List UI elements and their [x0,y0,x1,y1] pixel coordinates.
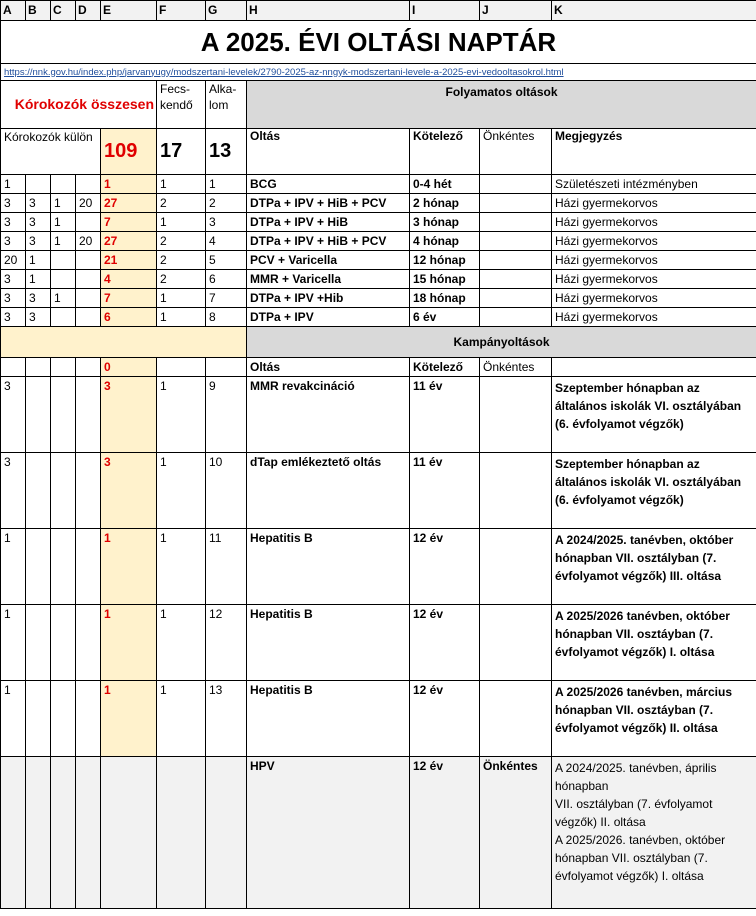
folyamatos-section-title[interactable]: Folyamatos oltások [247,81,756,129]
cell-onkentes[interactable] [480,251,552,270]
cell-megjegyzes[interactable]: A 2025/2026 tanévben, október hónapban VII. osztáyban (7. évfolyamot végzők) I. oltása [552,605,756,681]
total-alkalom[interactable]: 13 [206,129,247,175]
cell-onkentes[interactable] [480,453,552,529]
cell-e[interactable]: 3 [101,453,157,529]
cell-b[interactable] [26,681,51,757]
cell-d[interactable]: 20 [76,194,101,213]
kotelezo-header[interactable]: Kötelező [410,129,480,175]
cell-oltas[interactable]: DTPa + IPV [247,308,410,327]
cell[interactable] [157,757,206,909]
cell-g[interactable]: 7 [206,289,247,308]
cell-c[interactable] [51,377,76,453]
kampany-onkentes-header[interactable]: Önkéntes [480,358,552,377]
cell[interactable] [206,358,247,377]
column-header[interactable]: I [410,1,480,21]
cell-e[interactable]: 1 [101,681,157,757]
cell-kotelezo[interactable]: 4 hónap [410,232,480,251]
cell-onkentes[interactable] [480,289,552,308]
alkalom-header[interactable]: Alka-lom [206,81,247,129]
column-header[interactable]: K [552,1,756,21]
cell-g[interactable]: 12 [206,605,247,681]
cell[interactable] [1,757,26,909]
cell-d[interactable] [76,175,101,194]
cell-onkentes[interactable] [480,175,552,194]
cell[interactable] [76,358,101,377]
source-link-cell [1,64,756,81]
column-headers [1,1,756,21]
cell-g[interactable]: 11 [206,529,247,605]
column-header[interactable]: H [247,1,410,21]
cell-oltas[interactable]: Hepatitis B [247,605,410,681]
cell-oltas[interactable]: Hepatitis B [247,529,410,605]
cell-oltas[interactable]: MMR + Varicella [247,270,410,289]
cell-e[interactable]: 1 [101,175,157,194]
cell-a[interactable]: 1 [1,529,26,605]
cell-oltas[interactable]: MMR revakcináció [247,377,410,453]
yellow-band[interactable] [1,327,247,358]
hpv-note-2: VII. osztályban (7. évfolyamot végzők) II. oltása [555,797,713,829]
kampany-row [1,453,756,529]
cell-b[interactable] [26,605,51,681]
folyamatos-row [1,308,756,327]
megjegyzes-header[interactable]: Megjegyzés [552,129,756,175]
cell-onkentes[interactable] [480,377,552,453]
cell-f[interactable]: 1 [157,453,206,529]
cell-megjegyzes[interactable]: Házi gyermekorvos [552,213,756,232]
cell-g[interactable]: 8 [206,308,247,327]
cell-d[interactable] [76,681,101,757]
cell-kotelezo[interactable]: 12 év [410,681,480,757]
cell-a[interactable]: 3 [1,213,26,232]
hpv-megjegyzes[interactable] [552,757,756,909]
source-link[interactable]: https://nnk.gov.hu/index.php/jarvanyugy/modszertani-levelek/2790-2025-az-nngyk-modszertani-levele-a-2025-evi-vedooltasokrol.html [4,66,564,78]
cell-c[interactable] [51,529,76,605]
cell-megjegyzes[interactable]: Szeptember hónapban az általános iskolák VI. osztályában (6. évfolyamot végzők) [552,453,756,529]
cell-e[interactable]: 7 [101,289,157,308]
column-header[interactable]: C [51,1,76,21]
cell-d[interactable] [76,453,101,529]
cell-d[interactable] [76,529,101,605]
cell-megjegyzes[interactable]: A 2024/2025. tanévben, október hónapban VII. osztályban (7. évfolyamot végzők) III. oltása [552,529,756,605]
cell-megjegyzes[interactable]: Házi gyermekorvos [552,289,756,308]
cell-d[interactable] [76,308,101,327]
cell-b[interactable] [26,175,51,194]
cell-g[interactable]: 10 [206,453,247,529]
kampany-row [1,605,756,681]
cell-megjegyzes[interactable]: Házi gyermekorvos [552,308,756,327]
cell-kotelezo[interactable]: 3 hónap [410,213,480,232]
cell-f[interactable]: 1 [157,605,206,681]
kampany-row [1,377,756,453]
cell-g[interactable]: 2 [206,194,247,213]
folyamatos-row [1,175,756,194]
cell[interactable] [26,757,51,909]
kampany-row [1,681,756,757]
cell-a[interactable]: 20 [1,251,26,270]
cell-megjegyzes[interactable]: Házi gyermekorvos [552,251,756,270]
column-header[interactable]: F [157,1,206,21]
cell-g[interactable]: 13 [206,681,247,757]
cell-a[interactable]: 3 [1,270,26,289]
cell-d[interactable] [76,605,101,681]
cell[interactable] [51,358,76,377]
cell-megjegyzes[interactable]: A 2025/2026 tanévben, március hónapban VII. osztáyban (7. évfolyamot végzők) II. oltása [552,681,756,757]
folyamatos-row [1,232,756,251]
folyamatos-row [1,251,756,270]
hpv-oltas[interactable]: HPV [247,757,410,909]
cell-oltas[interactable]: DTPa + IPV +Hib [247,289,410,308]
cell-a[interactable]: 1 [1,175,26,194]
cell-c[interactable] [51,453,76,529]
cell-oltas[interactable]: dTap emlékeztető oltás [247,453,410,529]
cell-d[interactable] [76,289,101,308]
cell-megjegyzes[interactable]: Házi gyermekorvos [552,194,756,213]
cell-kotelezo[interactable]: 11 év [410,377,480,453]
cell-onkentes[interactable] [480,605,552,681]
cell[interactable] [552,358,756,377]
kampany-kotelezo-header[interactable]: Kötelező [410,358,480,377]
cell-onkentes[interactable] [480,270,552,289]
cell-kotelezo[interactable]: 12 év [410,529,480,605]
cell-c[interactable] [51,251,76,270]
cell-f[interactable]: 2 [157,251,206,270]
cell-oltas[interactable]: DTPa + IPV + HiB + PCV [247,194,410,213]
cell[interactable] [26,358,51,377]
cell-f[interactable]: 1 [157,681,206,757]
cell-b[interactable]: 3 [26,213,51,232]
cell-kotelezo[interactable]: 0-4 hét [410,175,480,194]
cell-f[interactable]: 1 [157,213,206,232]
cell-onkentes[interactable] [480,529,552,605]
cell-a[interactable]: 1 [1,681,26,757]
cell-f[interactable]: 1 [157,308,206,327]
cell-b[interactable] [26,529,51,605]
cell-e[interactable]: 4 [101,270,157,289]
cell-oltas[interactable]: DTPa + IPV + HiB + PCV [247,232,410,251]
cell-kotelezo[interactable]: 18 hónap [410,289,480,308]
cell-b[interactable]: 3 [26,289,51,308]
total-fecskendo[interactable]: 17 [157,129,206,175]
cell-kotelezo[interactable]: 12 hónap [410,251,480,270]
cell-g[interactable]: 3 [206,213,247,232]
kampany-oltas-header[interactable]: Oltás [247,358,410,377]
cell-c[interactable] [51,270,76,289]
cell-kotelezo[interactable]: 12 év [410,605,480,681]
cell-a[interactable]: 3 [1,308,26,327]
cell-g[interactable]: 6 [206,270,247,289]
cell-e[interactable]: 27 [101,232,157,251]
cell-onkentes[interactable] [480,194,552,213]
cell-e[interactable]: 3 [101,377,157,453]
onkentes-header[interactable]: Önkéntes [480,129,552,175]
cell-b[interactable]: 3 [26,194,51,213]
cell-onkentes[interactable] [480,232,552,251]
cell-c[interactable] [51,308,76,327]
total-korokozok[interactable]: 109 [101,129,157,175]
korokozok-osszesen-label[interactable]: Kórokozók összesen [1,81,157,129]
cell-d[interactable] [76,377,101,453]
cell-c[interactable]: 1 [51,213,76,232]
cell-kotelezo[interactable]: 2 hónap [410,194,480,213]
kampany-row [1,529,756,605]
hpv-note-1: A 2024/2025. tanévben, április hónapban [555,761,717,793]
cell-a[interactable]: 3 [1,453,26,529]
hpv-onkentes[interactable]: Önkéntes [480,757,552,909]
cell[interactable] [51,757,76,909]
folyamatos-row [1,289,756,308]
cell-g[interactable]: 5 [206,251,247,270]
cell-a[interactable]: 3 [1,377,26,453]
fecskendo-header[interactable]: Fecs-kendő [157,81,206,129]
cell-e[interactable]: 7 [101,213,157,232]
cell-f[interactable]: 1 [157,377,206,453]
column-header[interactable]: B [26,1,51,21]
cell-g[interactable]: 4 [206,232,247,251]
cell-b[interactable]: 1 [26,251,51,270]
cell-b[interactable] [26,453,51,529]
cell-c[interactable] [51,681,76,757]
cell-a[interactable]: 1 [1,605,26,681]
hpv-kotelezo[interactable]: 12 év [410,757,480,909]
cell-f[interactable]: 2 [157,194,206,213]
korokozok-kulon-label[interactable]: Kórokozók külön [1,129,101,175]
cell-onkentes[interactable] [480,681,552,757]
cell-e[interactable]: 27 [101,194,157,213]
column-header[interactable]: D [76,1,101,21]
hpv-note-3: A 2025/2026. tanévben, október hónapban VII. osztályban (7. évfolyamot végzők) I. oltása [555,833,726,883]
kampany-section-title[interactable]: Kampányoltások [247,327,756,358]
cell-a[interactable]: 3 [1,289,26,308]
folyamatos-row [1,270,756,289]
cell-kotelezo[interactable]: 11 év [410,453,480,529]
column-header[interactable]: J [480,1,552,21]
cell-f[interactable]: 2 [157,232,206,251]
cell-g[interactable]: 1 [206,175,247,194]
cell-d[interactable] [76,213,101,232]
cell-f[interactable]: 1 [157,175,206,194]
cell-a[interactable]: 3 [1,194,26,213]
cell-e[interactable]: 6 [101,308,157,327]
cell-onkentes[interactable] [480,213,552,232]
cell-c[interactable] [51,175,76,194]
cell-d[interactable] [76,270,101,289]
cell-c[interactable] [51,605,76,681]
cell[interactable] [101,757,157,909]
oltas-header[interactable]: Oltás [247,129,410,175]
cell[interactable] [206,757,247,909]
cell-onkentes[interactable] [480,308,552,327]
page-title[interactable]: A 2025. ÉVI OLTÁSI NAPTÁR [1,21,756,64]
cell-megjegyzes[interactable]: Házi gyermekorvos [552,232,756,251]
cell-d[interactable]: 20 [76,232,101,251]
cell-b[interactable]: 1 [26,270,51,289]
cell-e[interactable]: 1 [101,529,157,605]
cell-oltas[interactable]: PCV + Varicella [247,251,410,270]
cell-b[interactable]: 3 [26,232,51,251]
kampany-zero[interactable]: 0 [101,358,157,377]
cell-a[interactable]: 3 [1,232,26,251]
cell[interactable] [157,358,206,377]
cell-f[interactable]: 2 [157,270,206,289]
cell-c[interactable]: 1 [51,289,76,308]
cell[interactable] [76,757,101,909]
cell-b[interactable]: 3 [26,308,51,327]
cell-b[interactable] [26,377,51,453]
cell-megjegyzes[interactable]: Születészeti intézményben [552,175,756,194]
cell-megjegyzes[interactable]: Házi gyermekorvos [552,270,756,289]
cell-f[interactable]: 1 [157,529,206,605]
column-header[interactable]: G [206,1,247,21]
cell-kotelezo[interactable]: 15 hónap [410,270,480,289]
column-header[interactable]: E [101,1,157,21]
cell-oltas[interactable]: DTPa + IPV + HiB [247,213,410,232]
cell-megjegyzes[interactable]: Szeptember hónapban az általános iskolák VI. osztályában (6. évfolyamot végzők) [552,377,756,453]
cell-d[interactable] [76,251,101,270]
cell-oltas[interactable]: Hepatitis B [247,681,410,757]
cell-f[interactable]: 1 [157,289,206,308]
cell-g[interactable]: 9 [206,377,247,453]
cell-kotelezo[interactable]: 6 év [410,308,480,327]
cell-oltas[interactable]: BCG [247,175,410,194]
cell-e[interactable]: 1 [101,605,157,681]
cell[interactable] [1,358,26,377]
cell-c[interactable]: 1 [51,194,76,213]
cell-c[interactable]: 1 [51,232,76,251]
cell-e[interactable]: 21 [101,251,157,270]
folyamatos-row [1,194,756,213]
column-header[interactable]: A [1,1,26,21]
folyamatos-row [1,213,756,232]
